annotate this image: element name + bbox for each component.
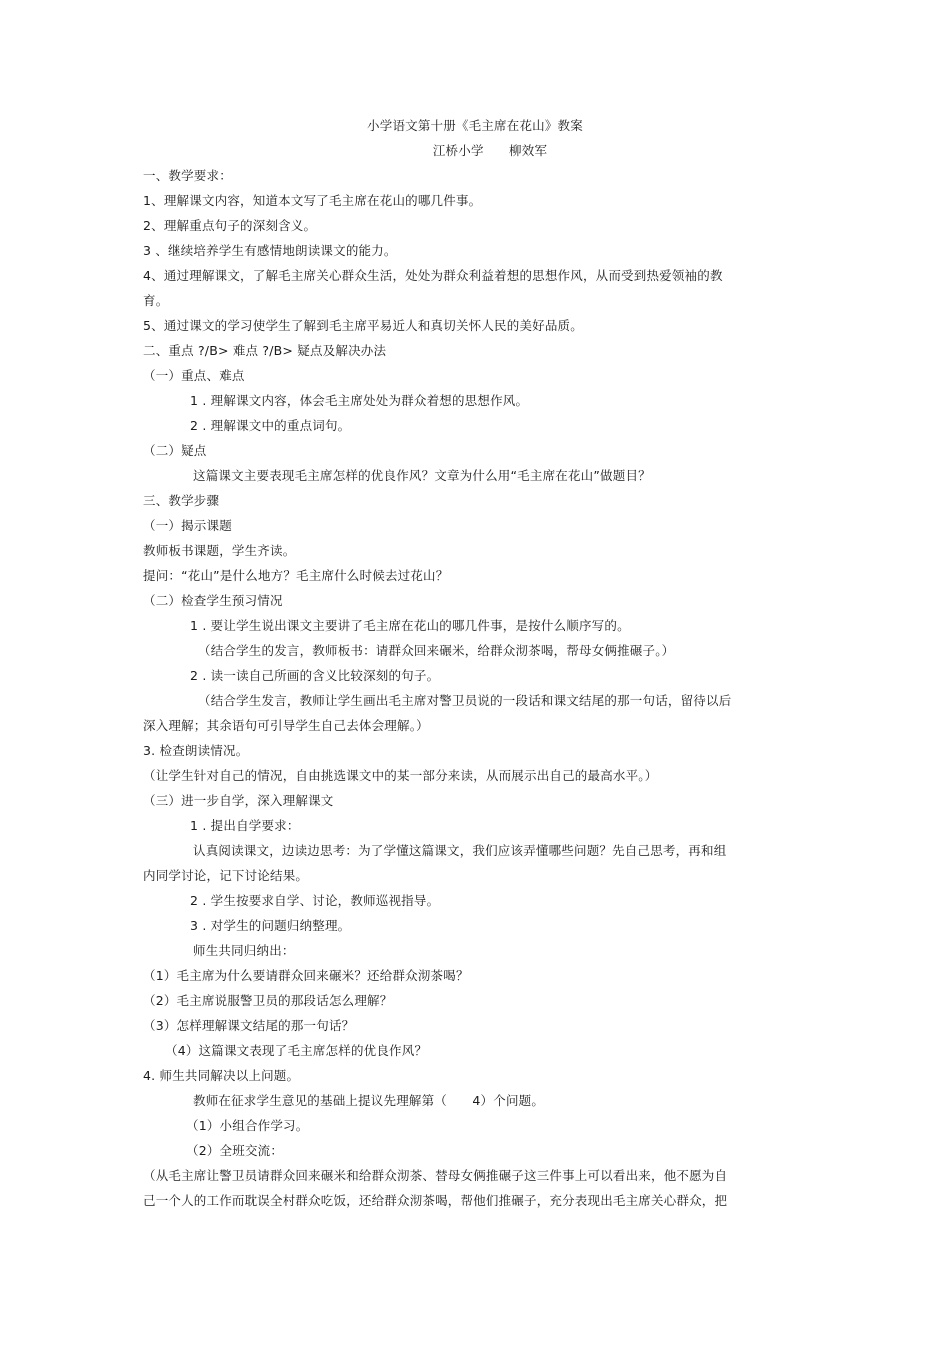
text-line: 师生共同归纳出：	[193, 943, 295, 958]
list-item: （4）这篇课文表现了毛主席怎样的优良作风？	[165, 1043, 428, 1058]
list-item: （1）小组合作学习。	[186, 1118, 309, 1133]
text-line: 深入理解；其余语句可引导学生自己去体会理解。）	[143, 718, 429, 733]
text-line: 4. 师生共同解决以上问题。	[143, 1068, 300, 1083]
section-heading: 一、教学要求：	[143, 168, 232, 183]
list-item: （2）毛主席说服警卫员的那段话怎么理解？	[143, 993, 393, 1008]
text-line: （让学生针对自己的情况，自由挑选课文中的某一部分来读，从而展示出自己的最高水平。）	[143, 768, 658, 783]
text-line: 2 . 学生按要求自学、讨论，教师巡视指导。	[190, 893, 440, 908]
subsection-heading: （一）重点、难点	[143, 368, 245, 383]
text-line: 育。	[143, 293, 169, 308]
text-line: 1 . 提出自学要求：	[190, 818, 300, 833]
document-title: 小学语文第十册《毛主席在花山》教案	[367, 118, 583, 133]
text-line: （从毛主席让警卫员请群众回来碾米和给群众沏茶、替母女俩推碾子这三件事上可以看出来，他不愿为自	[143, 1168, 728, 1183]
subsection-heading: （二）疑点	[143, 443, 207, 458]
subsection-heading: （三）进一步自学，深入理解课文	[143, 793, 334, 808]
text-line: （结合学生发言，教师让学生画出毛主席对警卫员说的一段话和课文结尾的那一句话，留待以后	[198, 693, 732, 708]
text-line: 2 . 读一读自己所画的含义比较深刻的句子。	[190, 668, 440, 683]
text-line: 提问：“花山”是什么地方？毛主席什么时候去过花山？	[143, 568, 449, 583]
subsection-heading: （二）检查学生预习情况	[143, 593, 283, 608]
text-line: 2、理解重点句子的深刻含义。	[143, 218, 317, 233]
list-item: （2）全班交流：	[186, 1143, 284, 1158]
section-heading: 三、教学步骤	[143, 493, 220, 508]
text-line: 内同学讨论，记下讨论结果。	[143, 868, 309, 883]
text-line: 己一个人的工作而耽误全村群众吃饭，还给群众沏茶喝，帮他们推碾子，充分表现出毛主席关心群众，把	[143, 1193, 728, 1208]
text-line: 1 . 要让学生说出课文主要讲了毛主席在花山的哪几件事，是按什么顺序写的。	[190, 618, 630, 633]
text-line: （结合学生的发言，教师板书：请群众回来碾米，给群众沏茶喝，帮母女俩推碾子。）	[198, 643, 675, 658]
text-line: 教师在征求学生意见的基础上提议先理解第（ 4）个问题。	[193, 1093, 545, 1108]
text-line: 1 . 理解课文内容，体会毛主席处处为群众着想的思想作风。	[190, 393, 529, 408]
text-line: 2 . 理解课文中的重点词句。	[190, 418, 351, 433]
text-line: 3 、继续培养学生有感情地朗读课文的能力。	[143, 243, 397, 258]
text-line: 3 . 对学生的问题归纳整理。	[190, 918, 351, 933]
text-line: 教师板书课题，学生齐读。	[143, 543, 296, 558]
subsection-heading: （一）揭示课题	[143, 518, 232, 533]
text-line: 5、通过课文的学习使学生了解到毛主席平易近人和真切关怀人民的美好品质。	[143, 318, 583, 333]
list-item: （1）毛主席为什么要请群众回来碾米？还给群众沏茶喝？	[143, 968, 469, 983]
document-author: 江桥小学 柳效军	[432, 143, 548, 158]
text-line: 3. 检查朗读情况。	[143, 743, 249, 758]
section-heading: 二、重点 ?/B> 难点 ?/B> 疑点及解决办法	[143, 343, 387, 358]
text-line: 4、通过理解课文，了解毛主席关心群众生活，处处为群众利益着想的思想作风，从而受到热爱领袖的教	[143, 268, 723, 283]
text-line: 认真阅读课文，边读边思考：为了学懂这篇课文，我们应该弄懂哪些问题？先自己思考，再和组	[193, 843, 727, 858]
text-line: 1、理解课文内容，知道本文写了毛主席在花山的哪几件事。	[143, 193, 482, 208]
text-line: 这篇课文主要表现毛主席怎样的优良作风？文章为什么用“毛主席在花山”做题目？	[193, 468, 651, 483]
list-item: （3）怎样理解课文结尾的那一句话？	[143, 1018, 355, 1033]
